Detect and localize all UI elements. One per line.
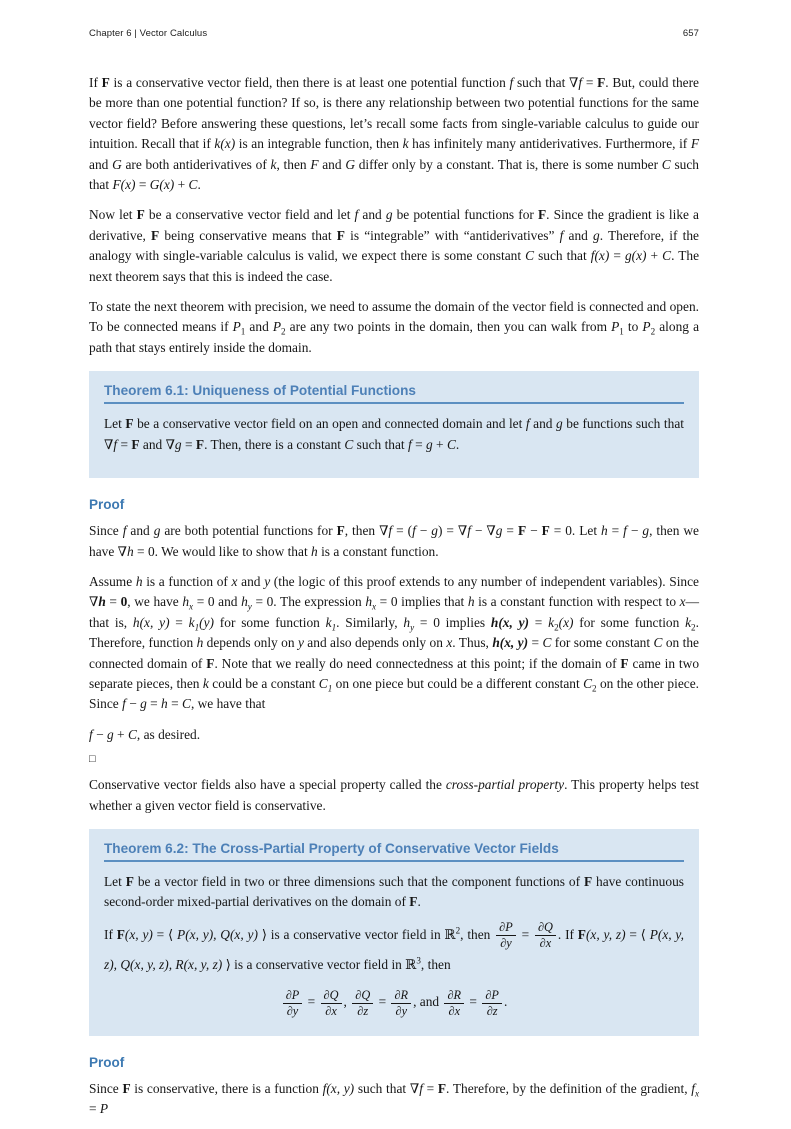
cross-partial-equation: $\frac{\partial P}{\partial y}$ = $\frac{\partial Q}{\partial x}$ , $\frac{\partial Q}{\partial z}$ = $\frac{\partial R}{\partial y}$ , and $\frac{\partial R}{\partial x}$ = $\frac{\partial P}{\partial z}$ . <box>104 988 684 1017</box>
theorem-6-2-statement-1: Let F be a vector field in two or three dimensions such that the component functions of F have continuous second-order mixed-partial derivatives on the domain of F. <box>104 873 684 910</box>
proof-2-paragraph-1: Since F is conservative, there is a function f(x, y) such that ∇f = F. Therefore, by the definition of the gradient, $f_x = P$ <box>89 1080 700 1116</box>
paragraph-intro: If F is a conservative vector field, then there is at least one potential function f such that ∇f = F. But, could there be more than one potential function? If so, is there any relationship between two potential functions for the same vector field? Before answering these questions, let’s recall some facts from single-variable calculus to guide our intuition. Recall that if k(x) is an integrable function, then k has infinitely many antiderivatives. Furthermore, if F and G are both antiderivatives of k, then F and G differ only by a constant. That is, there is some number C such that F(x) = G(x) + C. <box>89 75 699 193</box>
running-head <box>89 28 699 39</box>
proof-1-conclusion: f − g + C, as desired. <box>89 726 201 742</box>
theorem-6-2-title: Theorem 6.2: The Cross-Partial Property of Conservative Vector Fields <box>104 841 684 862</box>
theorem-6-1-title: Theorem 6.1: Uniqueness of Potential Functions <box>104 383 684 404</box>
theorem-6-1-statement: Let F be a conservative vector field on an open and connected domain and let f and g be functions such that ∇f = F and ∇g = F. Then, there is a constant C such that f = g + C. <box>104 416 684 452</box>
page-number: 657 <box>682 28 699 39</box>
page-content <box>89 60 699 1129</box>
proof-1-paragraph-1: Since f and g are both potential functions for F, then ∇f = (f − g) = ∇f − ∇g = F − F = 0. Let h = f − g, then we have ∇h = 0. We would like to show that h is a constant function. <box>89 523 699 559</box>
theorem-6-2-box <box>89 829 699 1036</box>
proof-1-paragraph-2: Assume h is a function of x and y (the logic of this proof extends to any number of independent variables). Since ∇h = 0, we have $h_x = 0$ and $h_y = 0$. The expression $h_x = 0$ implies that h is a constant function with respect to x—that is, h(x, $y) = k_1(y)$ for some function $k_1$. Similarly, $h_y = 0$ implies h(x, $y) = k_2(x)$ for some function $k_2$. Therefore, function h depends only on y and also depends only on x. Thus, h(x, y) = C for some constant C on the connected domain of F. Note that we really do need connectedness at this point; if the domain of F came in two separate pieces, then k could be a constant $C_1$ on one piece but could be a different constant $C_2$ on the other piece. Since f − g = h = C, we have that <box>89 573 700 712</box>
proof-1-heading: Proof <box>89 497 125 513</box>
paragraph-analogy: Now let F be a conservative vector field and let f and g be potential functions for F. Since the gradient is like a derivative, F being conservative means that F is “integrable” with “antiderivatives” f and g. Therefore, if the analogy with single-variable calculus is valid, we expect there is some constant C such that f(x) = g(x) + C. The next theorem says that this is indeed the case. <box>89 207 700 284</box>
paragraph-cross-partial: Conservative vector fields also have a special property called the cross-partial property. This property helps test whether a given vector field is conservative. <box>89 777 699 813</box>
paragraph-connected-domain: To state the next theorem with precision, we need to assume the domain of the vector field is connected and open. To be connected means if $P_1$ and $P_2$ are any two points in the domain, then you can walk from $P_1$ to $P_2$ along a path that stays entirely inside the domain. <box>89 299 700 355</box>
proof-2-heading: Proof <box>89 1054 125 1070</box>
theorem-6-1-box <box>89 371 699 478</box>
end-of-proof-icon: □ <box>89 753 96 766</box>
theorem-6-2-statement-2: If F(x, y) = ⟨ P(x, y), Q(x, y) ⟩ is a conservative vector field in ℝ$^2$, then $\frac{\partial P}{\partial y}$ = $\frac{\partial Q}{\partial x}$ . If F(x, y, z) = ⟨ P(x, y, z), Q(x, y, z), R(x, y, z) ⟩ is a conservative vector field in ℝ$^3$, then <box>104 920 684 973</box>
running-head-chapter: Chapter 6 | Vector Calculus <box>89 28 208 39</box>
